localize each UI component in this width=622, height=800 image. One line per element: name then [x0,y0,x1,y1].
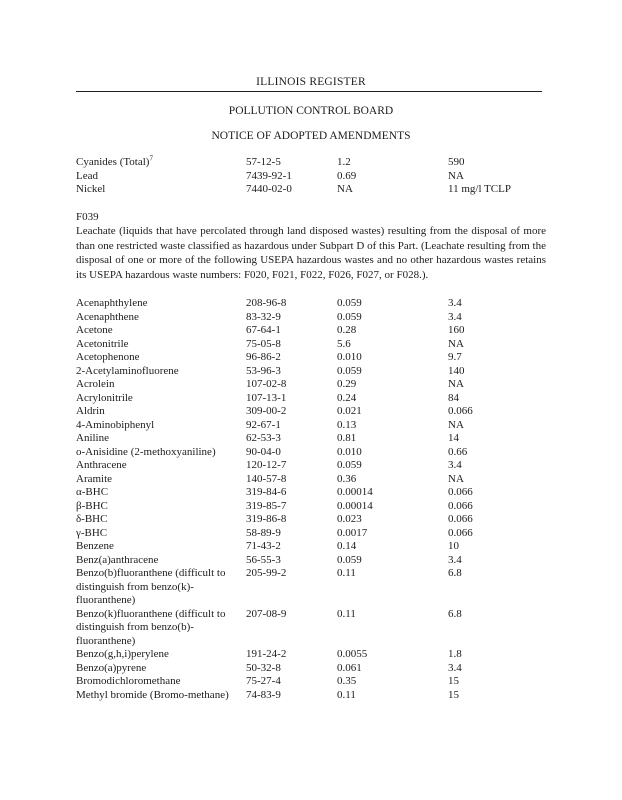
cas-number: 92-67-1 [246,418,281,431]
constituent-name: 4-Aminobiphenyl [76,418,155,431]
cas-number: 7440-02-0 [246,183,292,195]
nonwastewater-standard: 140 [448,364,465,377]
nonwastewater-standard: 9.7 [448,351,462,363]
table-row [76,527,542,541]
nonwastewater-standard: 3.4 [448,310,462,323]
nonwastewater-standard: 84 [448,391,459,404]
wastewater-standard: 1.2 [337,156,351,168]
nonwastewater-standard: 590 [448,156,465,168]
nonwastewater-standard: NA [448,378,464,390]
nonwastewater-standard: 11 mg/l TCLP [448,183,511,195]
table-row [76,183,542,197]
cas-number: 75-05-8 [246,337,281,350]
table-row [76,459,542,473]
constituent-name: Nickel [76,183,106,195]
wastewater-standard: 0.010 [337,351,362,363]
wastewater-standard: 0.023 [337,513,362,525]
cas-number: 67-64-1 [246,324,281,336]
table-row [76,170,542,184]
table-row [76,446,542,460]
cas-number: 208-96-8 [246,297,287,309]
constituent-name: Aramite [76,472,113,485]
cas-number: 96-86-2 [246,351,281,363]
table-row [76,689,542,703]
wastewater-standard: 0.81 [337,432,357,444]
cas-number: 50-32-8 [246,661,281,674]
constituent-name: Benzo(g,h,i)perylene [76,648,169,660]
constituent-name: Lead [76,169,98,182]
nonwastewater-standard: 0.066 [448,486,473,498]
table-row [76,554,542,568]
board-name: POLLUTION CONTROL BOARD [228,105,394,117]
nonwastewater-standard: 0.066 [448,405,473,417]
register-title: ILLINOIS REGISTER [256,76,366,88]
cas-number: 107-13-1 [246,391,287,404]
constituent-name: 2-Acetylaminofluorene [76,364,179,377]
nonwastewater-standard: 160 [448,324,465,336]
wastewater-standard: 0.00014 [337,486,373,498]
wastewater-standard: 0.69 [337,169,357,182]
cas-number: 107-02-8 [246,378,287,390]
cas-number: 309-00-2 [246,405,287,417]
wastewater-standard: NA [337,183,353,195]
wastewater-standard: 0.11 [337,567,356,579]
header-rule [76,91,542,92]
wastewater-standard: 0.11 [337,688,356,701]
constituent-name: Acrylonitrile [76,391,133,404]
cas-number: 56-55-3 [246,553,281,566]
nonwastewater-standard: 1.8 [448,648,462,660]
nonwastewater-standard: NA [448,472,464,485]
cas-number: 57-12-5 [246,156,281,168]
table-row [76,378,542,392]
nonwastewater-standard: 0.066 [448,499,473,512]
wastewater-standard: 0.059 [337,364,362,377]
constituent-name: Aniline [76,432,109,444]
wastewater-standard: 0.059 [337,553,362,566]
wastewater-standard: 0.11 [337,607,356,620]
cas-number: 83-32-9 [246,310,281,323]
table-row [76,405,542,419]
constituent-name: Acetonitrile [76,337,129,350]
constituent-name: Benzo(b)fluoranthene (difficult to distinguish from benzo(k)-fluoranthene) [76,567,226,606]
wastewater-standard: 0.36 [337,472,357,485]
wastewater-standard: 0.29 [337,378,357,390]
table-row [76,365,542,379]
constituent-name: δ-BHC [76,513,108,525]
constituent-name: Benzo(k)fluoranthene (difficult to distinguish from benzo(b)-fluoranthene) [76,607,226,647]
constituent-name: β-BHC [76,499,108,512]
cas-number: 62-53-3 [246,432,281,444]
waste-code: F039 [76,211,99,223]
waste-description: Leachate (liquids that have percolated through land disposed wastes) resulting from the disposal of more than one restricted waste classified as hazardous under Subpart D of this Part. (Leachate resulting from the disposal of one or more of the following USEPA hazardous wastes and no other hazardous wastes retains its USEPA hazardous waste numbers: F020, F021, F022, F026, F027, or F028.). [76,225,546,281]
wastewater-standard: 0.24 [337,391,357,404]
nonwastewater-standard: 15 [448,675,459,687]
table-row [76,392,542,406]
wastewater-standard: 0.021 [337,405,362,417]
nonwastewater-standard: 3.4 [448,661,462,674]
cas-number: 120-12-7 [246,459,287,471]
cas-number: 140-57-8 [246,472,287,485]
constituent-name: o-Anisidine (2-methoxyaniline) [76,445,216,458]
constituent-name: Benzo(a)pyrene [76,661,147,674]
cas-number: 90-04-0 [246,445,281,458]
table-row [76,432,542,446]
constituent-name: Benz(a)anthracene [76,553,159,566]
table-row [76,297,542,311]
cas-number: 71-43-2 [246,540,281,552]
nonwastewater-standard: 0.066 [448,526,473,539]
nonwastewater-standard: NA [448,169,464,182]
constituent-name: γ-BHC [76,526,108,539]
notice-title: NOTICE OF ADOPTED AMENDMENTS [211,130,411,142]
table-row [76,338,542,352]
table-row [76,540,542,554]
cas-number: 75-27-4 [246,675,281,687]
constituent-name: Acetophenone [76,351,140,363]
table-row [76,419,542,433]
constituent-name: Acrolein [76,378,115,390]
nonwastewater-standard: 10 [448,540,459,552]
cas-number: 53-96-3 [246,364,281,377]
constituent-name: Acenaphthylene [76,297,148,309]
constituent-name: Anthracene [76,459,127,471]
cas-number: 319-84-6 [246,486,287,498]
wastewater-standard: 0.00014 [337,499,373,512]
constituent-name: Benzene [76,540,114,552]
top-constituent-table [76,156,542,197]
cas-number: 319-85-7 [246,499,287,512]
wastewater-standard: 0.14 [337,540,357,552]
cas-number: 205-99-2 [246,567,287,579]
wastewater-standard: 0.35 [337,675,357,687]
table-row [76,513,542,527]
cas-number: 207-08-9 [246,607,287,620]
wastewater-standard: 0.059 [337,459,362,471]
wastewater-standard: 0.28 [337,324,357,336]
constituent-name: Methyl bromide (Bromo-methane) [76,688,229,701]
cas-number: 74-83-9 [246,688,281,701]
table-row [76,662,542,676]
wastewater-standard: 0.061 [337,661,362,674]
table-row [76,311,542,325]
nonwastewater-standard: NA [448,418,464,431]
table-row [76,567,542,608]
constituent-table [76,297,542,702]
constituent-name: Acenaphthene [76,310,139,323]
constituent-name: Acetone [76,324,113,336]
table-row [76,324,542,338]
table-row [76,351,542,365]
table-row [76,608,542,649]
wastewater-standard: 0.13 [337,418,357,431]
constituent-name: Bromodichloromethane [76,675,181,687]
cas-number: 7439-92-1 [246,169,292,182]
wastewater-standard: 0.010 [337,445,362,458]
wastewater-standard: 0.0055 [337,648,368,660]
table-row [76,156,542,170]
cas-number: 191-24-2 [246,648,287,660]
nonwastewater-standard: 6.8 [448,567,462,579]
nonwastewater-standard: NA [448,337,464,350]
wastewater-standard: 0.059 [337,310,362,323]
table-row [76,486,542,500]
constituent-name: Cyanides (Total)$^7$ [76,154,153,168]
nonwastewater-standard: 0.66 [448,445,468,458]
constituent-name: Aldrin [76,405,105,417]
table-row [76,500,542,514]
table-row [76,675,542,689]
nonwastewater-standard: 3.4 [448,553,462,566]
footnote-marker: 7 [149,154,153,163]
nonwastewater-standard: 3.4 [448,297,462,309]
wastewater-standard: 5.6 [337,337,351,350]
cas-number: 58-89-9 [246,526,281,539]
table-row [76,648,542,662]
wastewater-standard: 0.0017 [337,526,368,539]
nonwastewater-standard: 15 [448,688,459,701]
nonwastewater-standard: 14 [448,432,459,444]
nonwastewater-standard: 0.066 [448,513,473,525]
constituent-name: α-BHC [76,486,109,498]
nonwastewater-standard: 6.8 [448,607,462,620]
nonwastewater-standard: 3.4 [448,459,462,471]
wastewater-standard: 0.059 [337,297,362,309]
cas-number: 319-86-8 [246,513,287,525]
table-row [76,473,542,487]
